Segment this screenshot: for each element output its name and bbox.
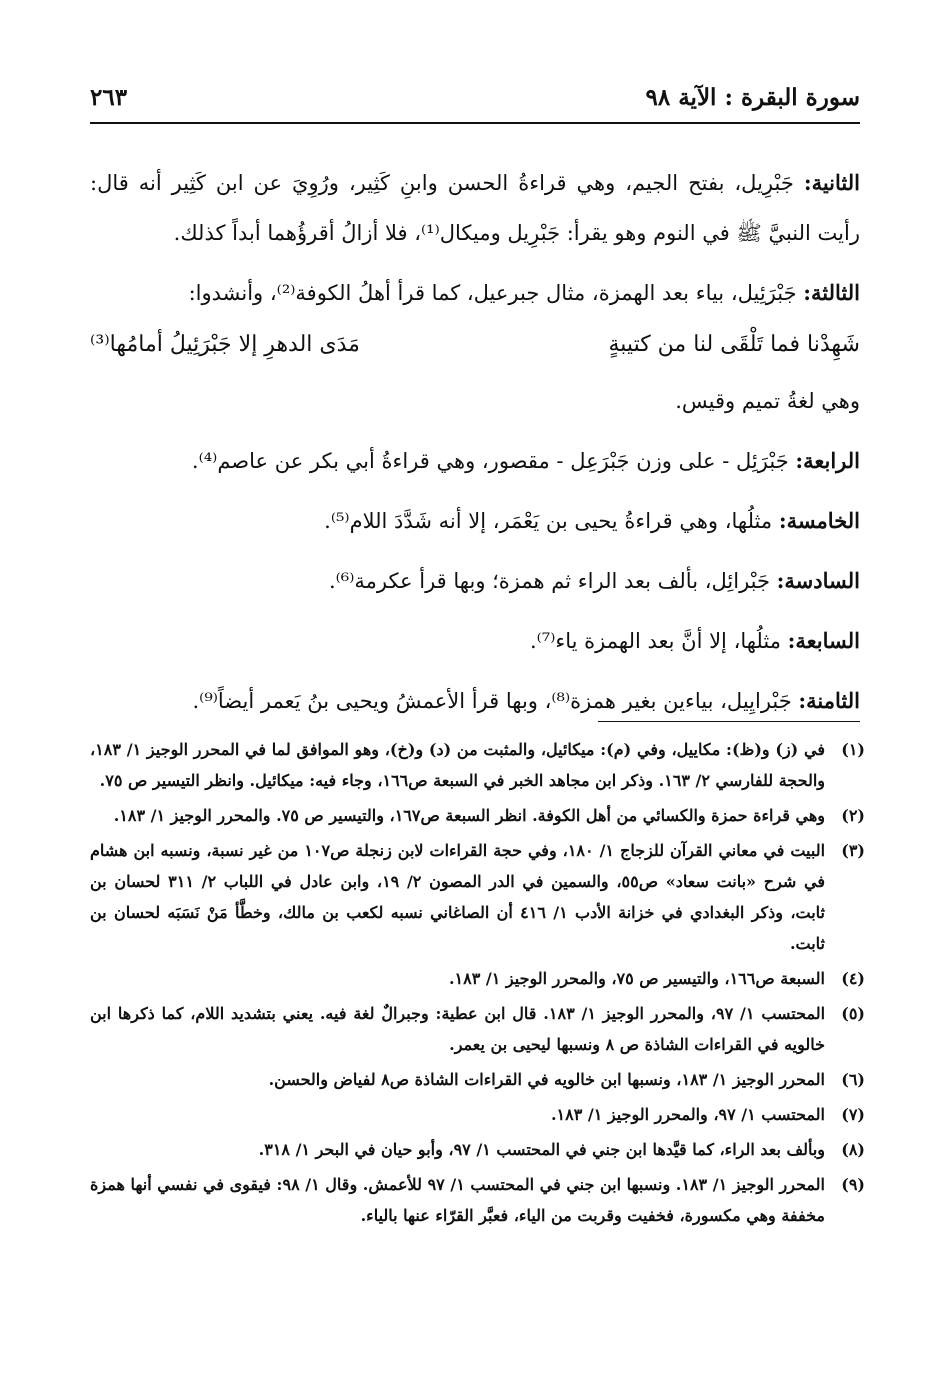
footnote-text: في (ز) و(ظ): مكاييل، وفي (م): ميكائيل، والمثبت من (د) و(خ)، وهو الموافق لما في المحرر الوجيز ١/ ١٨٣، والحجة للفارسي ٢/ ١٦٣. وذكر ابن مجاهد الخبر في السبعة ص١٦٦، وجاء فيه: ميكائيل. وانظر التيسير ص ٧٥. xyxy=(90,740,825,790)
text-fifth: مثلُها، وهي قراءةُ يحيى بن يَعْمَر، إلا أنه شَدَّدَ اللام⁽⁵⁾. xyxy=(324,509,779,533)
paragraph-seventh xyxy=(90,616,860,666)
label-sixth: السادسة: xyxy=(776,568,860,593)
footnote xyxy=(90,998,865,1060)
footnote-text: المحتسب ١/ ٩٧، والمحرر الوجيز ١/ ١٨٣. xyxy=(550,1105,825,1124)
footnote xyxy=(90,963,865,994)
text-sixth: جَبْرائِل، بألف بعد الراء ثم همزة؛ وبها قرأ عكرمة⁽⁶⁾. xyxy=(328,569,777,593)
footnote xyxy=(90,1134,865,1165)
footnote-number: (٨) xyxy=(841,1140,865,1159)
footnote-text: المحرر الوجيز ١/ ١٨٣، ونسبها ابن خالويه في القراءات الشاذة ص٨ لفياض والحسن. xyxy=(268,1070,825,1089)
text-third: جَبْرَئِيل، بياء بعد الهمزة، مثال جبرعيل، كما قرأ أهلُ الكوفة⁽²⁾، وأنشدوا: xyxy=(188,281,804,305)
footnote xyxy=(90,1064,865,1095)
text-fourth: جَبْرَئِل - على وزن جَبْرَعِل - مقصور، وهي قراءةُ أبي بكر عن عاصم⁽⁴⁾. xyxy=(191,449,796,473)
text-seventh: مثلُها، إلا أنَّ بعد الهمزة ياء⁽⁷⁾. xyxy=(529,629,788,653)
paragraph-third xyxy=(90,268,860,318)
footnote-number: (٤) xyxy=(841,969,865,988)
label-eighth: الثامنة: xyxy=(798,688,860,713)
header-rule xyxy=(90,122,860,124)
footnote-text: المحتسب ١/ ٩٧، والمحرر الوجيز ١/ ١٨٣. قال ابن عطية: وجبرالٌ لغة فيه. يعني بتشديد اللام، كما ذكرها ابن خالويه في القراءات الشاذة ص ٨ ونسبها ليحيى بن يعمر. xyxy=(90,1004,826,1054)
footnote-text: وهي قراءة حمزة والكسائي من أهل الكوفة. انظر السبعة ص١٦٧، والتيسير ص ٧٥. والمحرر الوجيز ١/ ١٨٣. xyxy=(113,806,825,825)
footnote-number: (٧) xyxy=(841,1105,865,1124)
surah-title: سورة البقرة : الآية ٩٨ xyxy=(645,84,860,111)
footnote-number: (٩) xyxy=(841,1175,865,1194)
footnote-number: (٢) xyxy=(841,806,865,825)
label-fifth: الخامسة: xyxy=(778,508,860,533)
footnote-separator xyxy=(598,721,860,722)
label-fourth: الرابعة: xyxy=(795,448,860,473)
footnote-text: وبألف بعد الراء، كما قيَّدها ابن جني في المحتسب ١/ ٩٧، وأبو حيان في البحر ١/ ٣١٨. xyxy=(258,1140,825,1159)
verse-first-hemistich: شَهِدْنا فما تَلْقَى لنا من كتيبةٍ xyxy=(608,332,860,357)
paragraph-sixth xyxy=(90,556,860,606)
verse-second-hemistich: مَدَى الدهرِ إلا جَبْرَئِيلُ أمامُها⁽³⁾ xyxy=(90,332,360,357)
footnote xyxy=(90,800,865,831)
footnote xyxy=(90,1169,865,1231)
footnote-text: السبعة ص١٦٦، والتيسير ص ٧٥، والمحرر الوجيز ١/ ١٨٣. xyxy=(448,969,825,988)
footnote xyxy=(90,734,865,796)
label-second: الثانية: xyxy=(803,170,860,195)
footnote-number: (٦) xyxy=(841,1070,865,1089)
footnote-number: (٣) xyxy=(841,841,865,860)
footnote-text: المحرر الوجيز ١/ ١٨٣. ونسبها ابن جني في المحتسب ١/ ٩٧ للأعمش. وقال ١/ ٩٨: فيقوى في نفسي أنها همزة مخففة وهي مكسورة، فخفيت وقربت من الياء، فعبَّر القرّاء عنها بالياء. xyxy=(90,1175,825,1225)
label-seventh: السابعة: xyxy=(787,628,860,653)
verse-note: وهي لغةُ تميم وقيس. xyxy=(675,389,860,413)
paragraph-fourth xyxy=(90,436,860,486)
footnotes xyxy=(90,734,865,1235)
paragraph-fifth xyxy=(90,496,860,546)
poetry-verse xyxy=(90,320,860,370)
text-second: جَبْرِيل، بفتح الجيم، وهي قراءةُ الحسن وابنِ كَثِير، ورُوِيَ عن ابن كَثِير أنه قال: رأيت النبيَّ ﷺ في النوم وهو يقرأ: جَبْرِيل وميكال⁽¹⁾، فلا أزالُ أقرؤُهما أبداً كذلك. xyxy=(90,171,860,245)
page-number: ٢٦٣ xyxy=(90,84,128,111)
text-eighth: جَبْرايِيل، بياءين بغير همزة⁽⁸⁾، وبها قرأ الأعمشُ ويحيى بنُ يَعمر أيضاً⁽⁹⁾. xyxy=(192,689,799,713)
footnote-number: (١) xyxy=(841,740,865,759)
running-header xyxy=(90,72,860,116)
paragraph-eighth xyxy=(90,676,860,726)
label-third: الثالثة: xyxy=(803,280,860,305)
footnote-text: البيت في معاني القرآن للزجاج ١/ ١٨٠، وفي حجة القراءات لابن زنجلة ص١٠٧ من غير نسبة، ونسبه ابن هشام في شرح «بانت سعاد» ص٥٥، والسمين في الدر المصون ٢/ ١٩، وابن عادل في اللباب ٢/ ٣١١ لحسان بن ثابت، وذكر البغدادي في خزانة الأدب ١/ ٤١٦ أن الصاغاني نسبه لكعب بن مالك، وخطَّأ مَنْ نَسَبَه لحسان بن ثابت. xyxy=(90,841,826,953)
footnote xyxy=(90,1099,865,1130)
main-text xyxy=(90,158,860,736)
footnote xyxy=(90,835,865,959)
paragraph-second xyxy=(90,158,860,258)
footnote-number: (٥) xyxy=(841,1004,865,1023)
